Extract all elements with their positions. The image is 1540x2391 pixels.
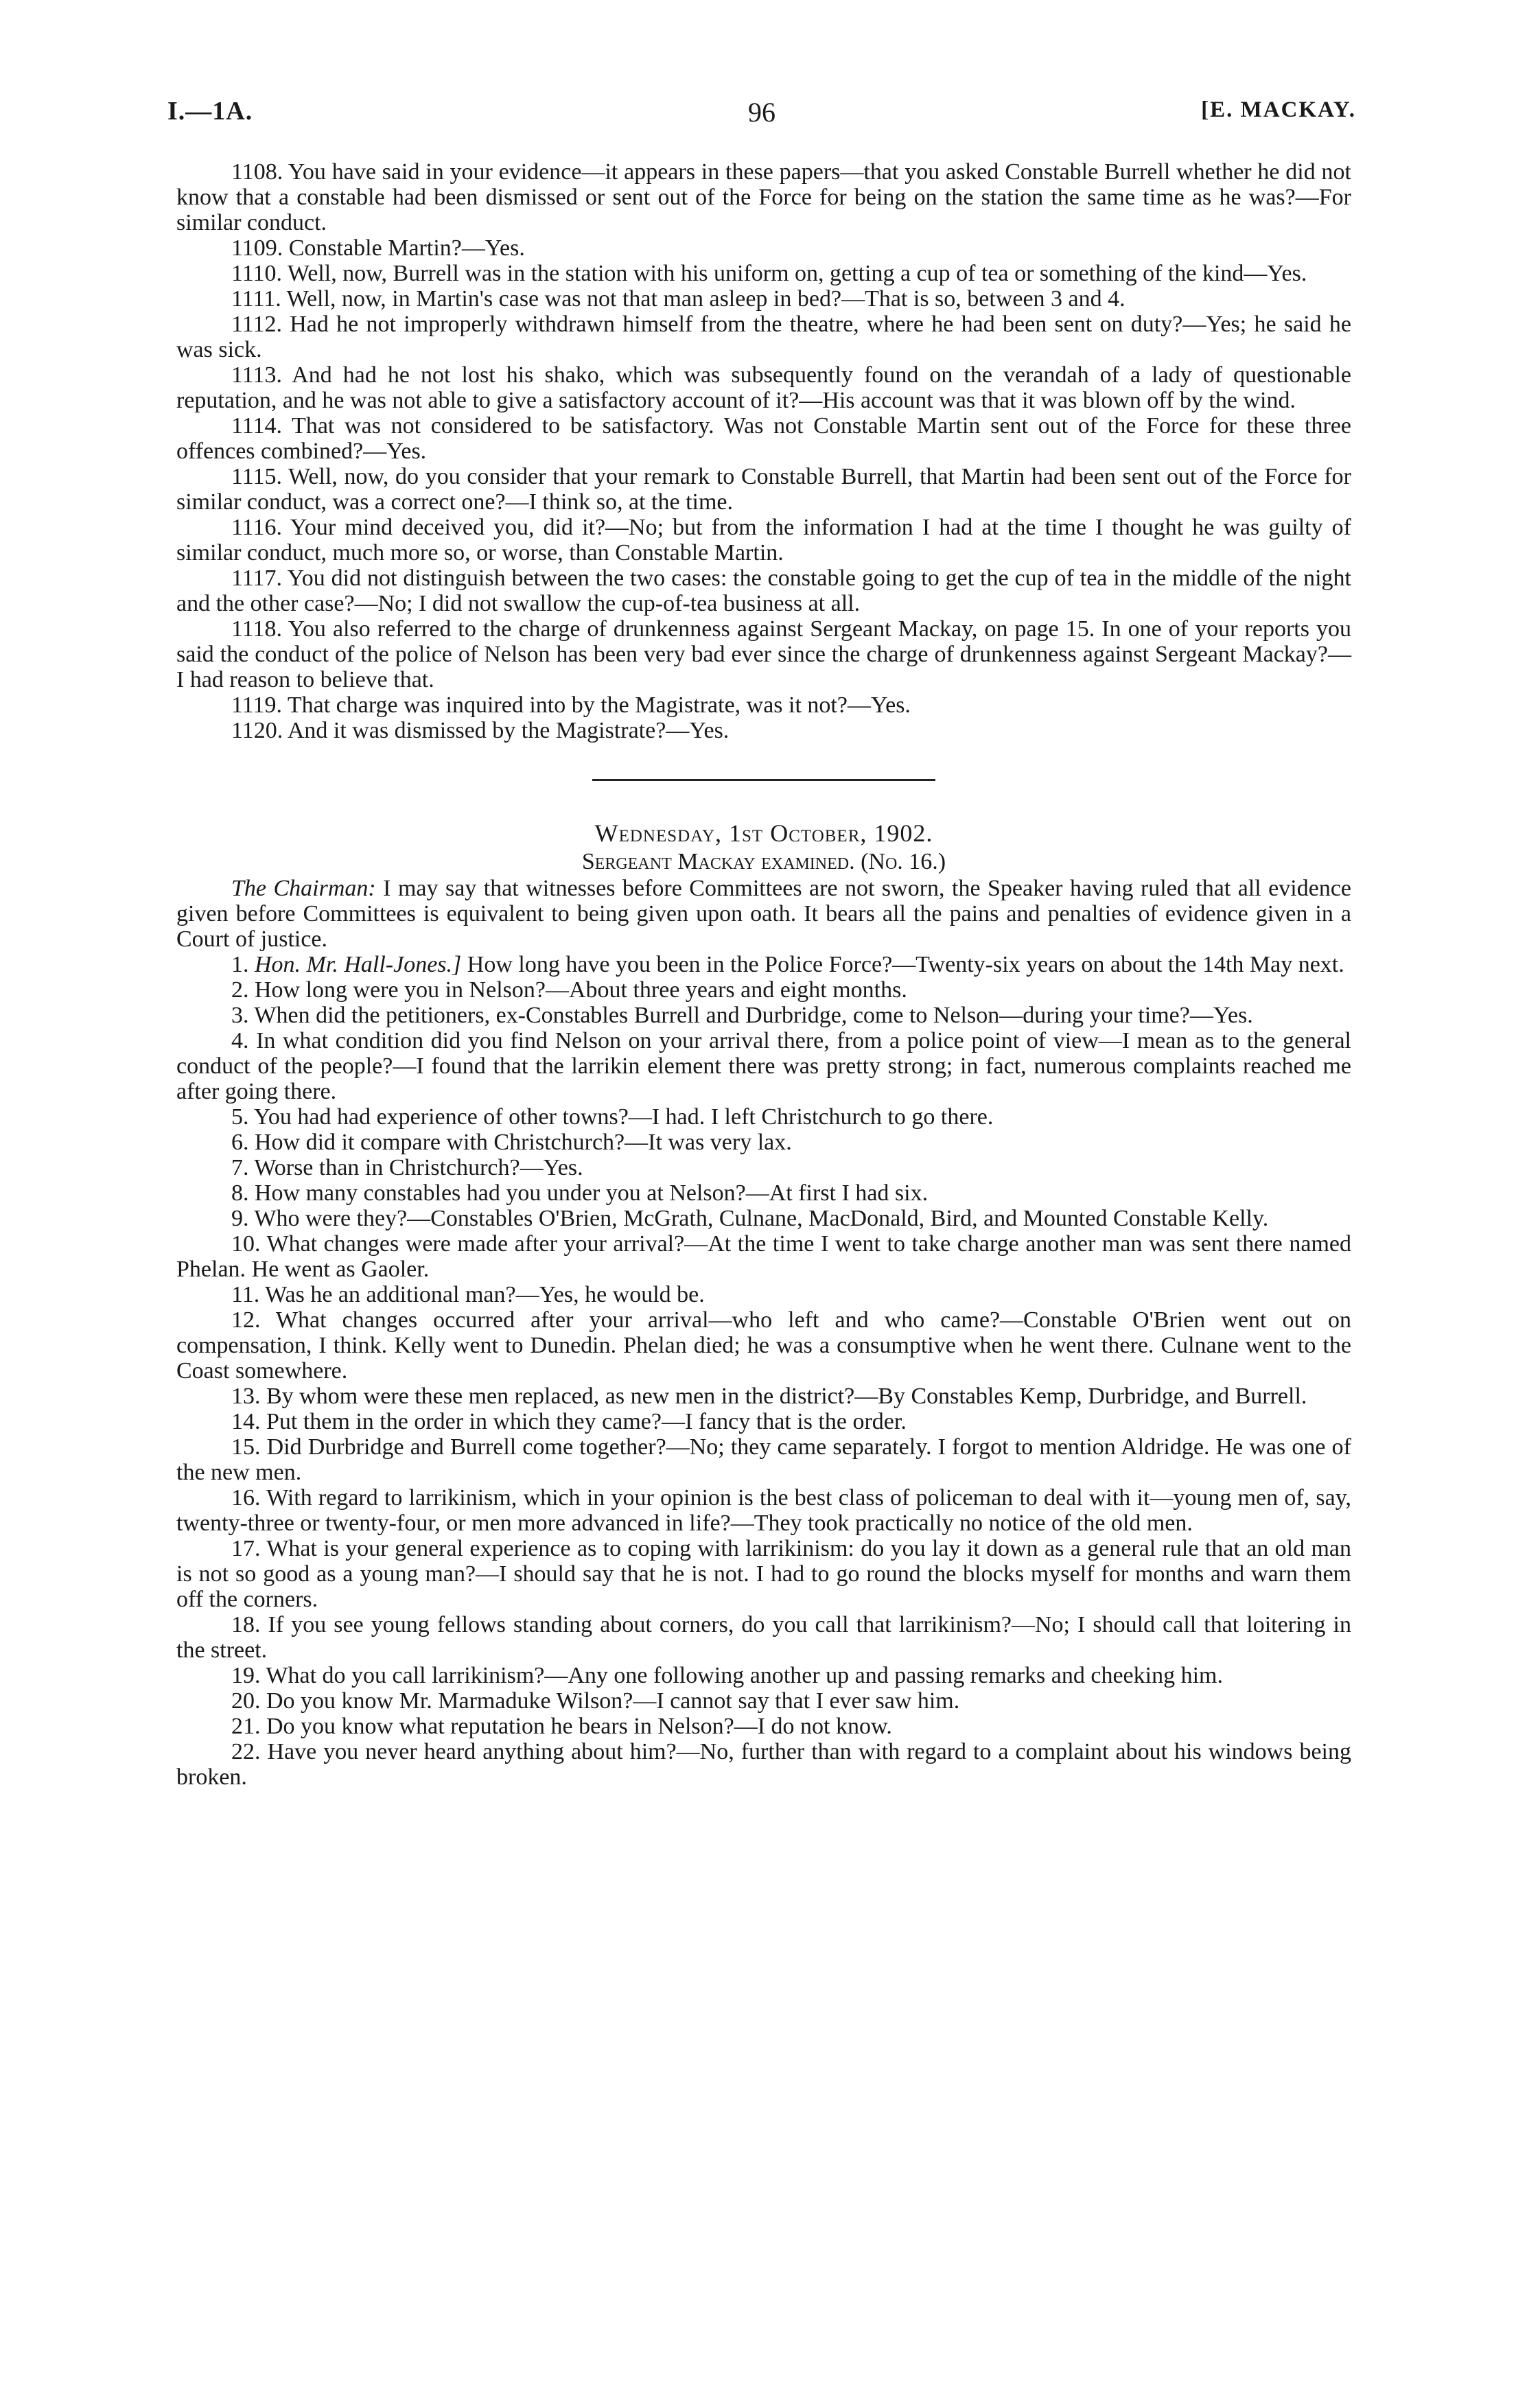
question-paragraph: 1113. And had he not lost his shako, which was subsequently found on the verandah of a lady of questionable reputation, and he was not able to give a satisfactory account of it?—His account was that it was blown off by the wind. — [176, 362, 1351, 413]
question-paragraph: 17. What is your general experience as to coping with larrikinism: do you lay it down as a general rule that an old man is not so good as a young man?—I should say that he is not. I had to go round the blocks myself for months and warn them off the corners. — [176, 1536, 1351, 1612]
chairman-statement — [176, 876, 1351, 952]
question-paragraph: 1110. Well, now, Burrell was in the station with his uniform on, getting a cup of tea or something of the kind—Yes. — [231, 261, 1307, 286]
question-paragraph: 1109. Constable Martin?—Yes. — [231, 235, 525, 261]
question-paragraph: 9. Who were they?—Constables O'Brien, McGrath, Culnane, MacDonald, Bird, and Mounted Constable Kelly. — [231, 1206, 1269, 1231]
question-paragraph: 7. Worse than in Christchurch?—Yes. — [231, 1155, 583, 1180]
question-paragraph: 1112. Had he not improperly withdrawn himself from the theatre, where he had been sent on duty?—Yes; he said he was sick. — [176, 312, 1351, 362]
question-paragraph: 1120. And it was dismissed by the Magistrate?—Yes. — [231, 718, 730, 743]
question-paragraph: 1114. That was not considered to be satisfactory. Was not Constable Martin sent out of the Force for these three offences combined?—Yes. — [176, 413, 1351, 464]
question-paragraph: 1117. You did not distinguish between the two cases: the constable going to get the cup of tea in the middle of the night and the other case?—No; I did not swallow the cup-of-tea business at all. — [176, 565, 1351, 616]
question-paragraph: 12. What changes occurred after your arrival—who left and who came?—Constable O'Brien went out on compensation, I think. Kelly went to Dunedin. Phelan died; he was a consumptive when he went there. Culnane went to the Coast somewhere. — [176, 1307, 1351, 1384]
date-heading: Wednesday, 1st October, 1902. — [594, 819, 933, 847]
question-paragraph: 3. When did the petitioners, ex-Constables Burrell and Durbridge, come to Nelson—during your time?—Yes. — [231, 1003, 1253, 1028]
question-paragraph: 1115. Well, now, do you consider that your remark to Constable Burrell, that Martin had been sent out of the Force for similar conduct, was a correct one?—I think so, at the time. — [176, 464, 1351, 515]
question-text: How long have you been in the Police Force?—Twenty-six years on about the 14th May next. — [467, 952, 1344, 977]
evidence-section-two — [176, 977, 1351, 1790]
witness-tag: [E. MACKAY. — [1201, 97, 1356, 122]
question-paragraph: 8. How many constables had you under you at Nelson?—At first I had six. — [231, 1180, 929, 1206]
question-paragraph: 11. Was he an additional man?—Yes, he would be. — [231, 1282, 705, 1307]
question-paragraph: 1111. Well, now, in Martin's case was not that man asleep in bed?—That is so, between 3 and 4. — [231, 286, 1125, 312]
chairman-speaker: The Chairman: — [231, 876, 376, 901]
question-paragraph: 4. In what condition did you find Nelson on your arrival there, from a police point of view—I mean as to the general conduct of the people?—I found that the larrikin element there was pretty strong; in fact, numerous complaints reached me after going there. — [176, 1028, 1351, 1104]
question-paragraph: 13. By whom were these men replaced, as new men in the district?—By Constables Kemp, Durbridge, and Burrell. — [231, 1384, 1307, 1409]
chairman-text: I may say that witnesses before Committees are not sworn, the Speaker having ruled that all evidence given before Committees is equivalent to being given upon oath. It bears all the pains and penalties of evidence given in a Court of justice. — [176, 876, 1351, 952]
question-paragraph: 6. How did it compare with Christchurch?—It was very lax. — [231, 1130, 792, 1155]
witness-line: Sergeant Mackay examined. (No. 16.) — [581, 849, 946, 874]
witness-heading — [176, 849, 1351, 874]
section-divider — [592, 779, 935, 781]
question-paragraph: 22. Have you never heard anything about him?—No, further than with regard to a complaint about his windows being broken. — [176, 1739, 1351, 1790]
question-paragraph: 2. How long were you in Nelson?—About three years and eight months. — [231, 977, 907, 1003]
question-paragraph: 1116. Your mind deceived you, did it?—No; but from the information I had at the time I thought he was guilty of similar conduct, much more so, or worse, than Constable Martin. — [176, 515, 1351, 565]
body-text — [176, 159, 1351, 1790]
series-label: I.—1A. — [167, 97, 253, 126]
question-paragraph: 20. Do you know Mr. Marmaduke Wilson?—I cannot say that I ever saw him. — [231, 1688, 960, 1714]
question-paragraph: 16. With regard to larrikinism, which in your opinion is the best class of policeman to deal with it—young men of, say, twenty-three or twenty-four, or men more advanced in life?—They took practically no notice of the old men. — [176, 1485, 1351, 1536]
question-paragraph: 15. Did Durbridge and Burrell come together?—No; they came separately. I forgot to mention Aldridge. He was one of the new men. — [176, 1434, 1351, 1485]
question-paragraph: 1119. That charge was inquired into by the Magistrate, was it not?—Yes. — [231, 692, 911, 718]
question-paragraph: 14. Put them in the order in which they came?—I fancy that is the order. — [231, 1409, 907, 1434]
question-paragraph: 19. What do you call larrikinism?—Any one following another up and passing remarks and cheeking him. — [231, 1663, 1223, 1688]
question-paragraph: 10. What changes were made after your arrival?—At the time I went to take charge another man was sent there named Phelan. He went as Gaoler. — [176, 1231, 1351, 1282]
question-paragraph: 5. You had had experience of other towns?—I had. I left Christchurch to go there. — [231, 1104, 994, 1130]
page-header — [167, 96, 1356, 137]
question-paragraph: 21. Do you know what reputation he bears in Nelson?—I do not know. — [231, 1714, 892, 1739]
question-paragraph — [176, 952, 1351, 977]
question-paragraph: 18. If you see young fellows standing about corners, do you call that larrikinism?—No; I should call that loitering in the street. — [176, 1612, 1351, 1663]
question-paragraph: 1118. You also referred to the charge of drunkenness against Sergeant Mackay, on page 15. In one of your reports you said the conduct of the police of Nelson has been very bad ever since the charge of drunkenness against Sergeant Mackay?—I had reason to believe that. — [176, 616, 1351, 692]
evidence-section-one — [176, 159, 1351, 743]
questioner-name: Hon. Mr. Hall-Jones.] — [255, 952, 462, 977]
question-paragraph: 1108. You have said in your evidence—it appears in these papers—that you asked Constable Burrell whether he did not know that a constable had been dismissed or sent out of the Force for being on the station the same time as he was?—For similar conduct. — [176, 159, 1351, 235]
question-number: 1. — [231, 952, 249, 977]
page-number: 96 — [748, 97, 775, 128]
